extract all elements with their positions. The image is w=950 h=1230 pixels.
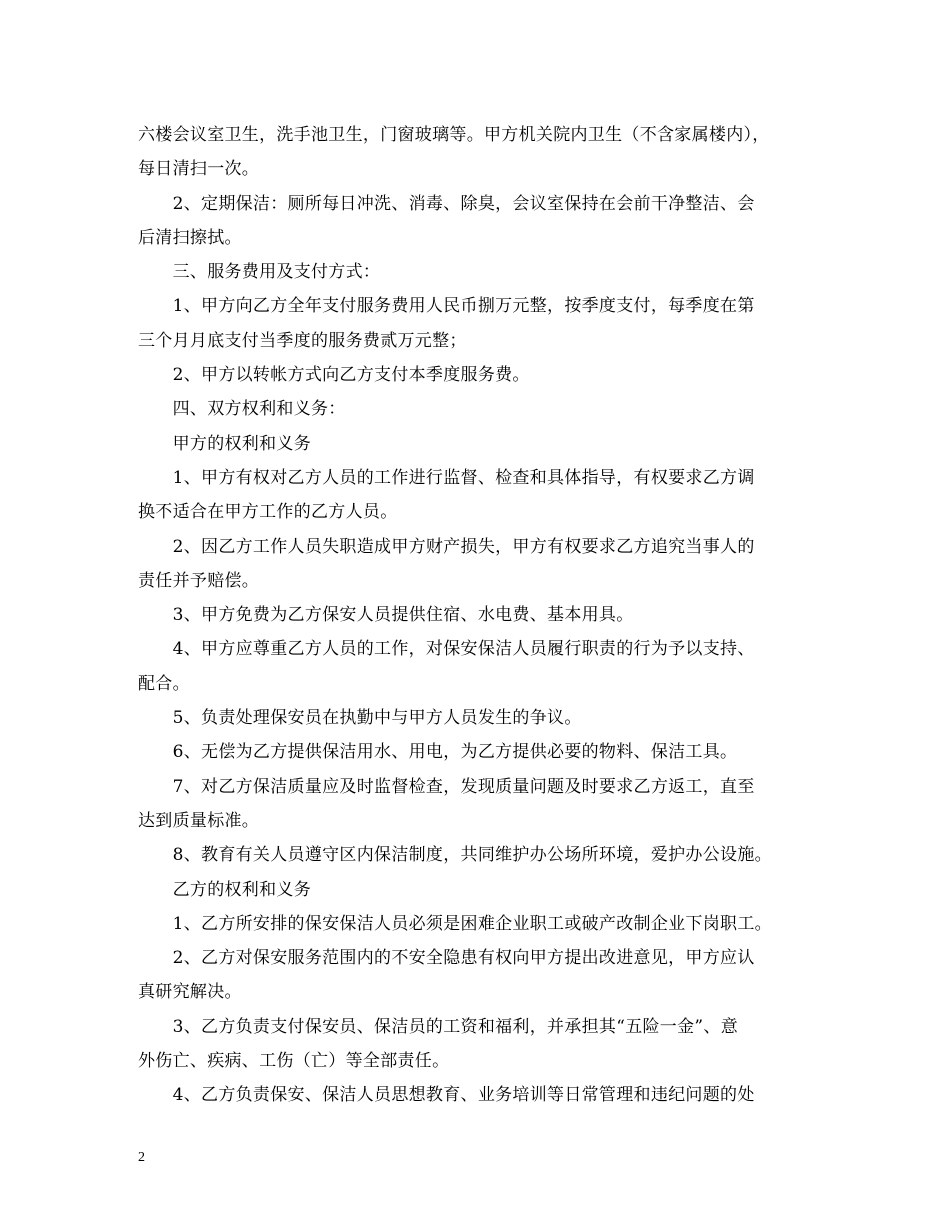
section-heading: 四、双方权利和义务： <box>138 399 346 420</box>
text-line: 换不适合在甲方工作的乙方人员。 <box>138 502 398 523</box>
section-heading: 三、服务费用及支付方式： <box>138 262 381 283</box>
text-line: 真研究解决。 <box>138 982 242 1003</box>
text-line: 2、因乙方工作人员失职造成甲方财产损失，甲方有权要求乙方追究当事人的 <box>138 536 755 557</box>
text-line: 达到质量标准。 <box>138 810 260 831</box>
text-line: 3、甲方免费为乙方保安人员提供住宿、水电费、基本用具。 <box>138 605 634 626</box>
text-line: 1、甲方向乙方全年支付服务费用人民币捌万元整，按季度支付，每季度在第 <box>138 296 755 317</box>
document-body <box>138 118 828 1113</box>
text-line: 责任并予赔偿。 <box>138 570 260 591</box>
text-line: 2、乙方对保安服务范围内的不安全隐患有权向甲方提出改进意见，甲方应认 <box>138 948 755 969</box>
text-line: 2、定期保洁：厕所每日冲洗、消毒、除臭，会议室保持在会前干净整洁、会 <box>138 193 755 214</box>
page-number: 2 <box>138 1150 145 1165</box>
text-line: 六楼会议室卫生，洗手池卫生，门窗玻璃等。甲方机关院内卫生（不含家属楼内）， <box>138 125 770 145</box>
text-line: 1、乙方所安排的保安保洁人员必须是困难企业职工或破产改制企业下岗职工。 <box>138 913 772 934</box>
text-line: 外伤亡、疾病、工伤（亡）等全部责任。 <box>138 1051 450 1072</box>
text-line: 每日清扫一次。 <box>138 159 260 180</box>
subsection-heading: 甲方的权利和义务 <box>138 433 311 454</box>
text-line: 4、乙方负责保安、保洁人员思想教育、业务培训等日常管理和违纪问题的处 <box>138 1085 755 1106</box>
text-line: 3、乙方负责支付保安员、保洁员的工资和福利，并承担其“五险一金”、意 <box>138 1016 738 1037</box>
text-line: 三个月月底支付当季度的服务费贰万元整； <box>138 330 467 351</box>
text-line: 8、教育有关人员遵守区内保洁制度，共同维护办公场所环境，爱护办公设施。 <box>138 845 772 866</box>
text-line: 配合。 <box>138 673 190 694</box>
text-line: 6、无偿为乙方提供保洁用水、用电，为乙方提供必要的物料、保洁工具。 <box>138 742 738 763</box>
text-line: 7、对乙方保洁质量应及时监督检查，发现质量问题及时要求乙方返工，直至 <box>138 776 755 797</box>
text-line: 4、甲方应尊重乙方人员的工作，对保安保洁人员履行职责的行为予以支持、 <box>138 639 755 660</box>
text-line: 后清扫擦拭。 <box>138 227 242 248</box>
text-line: 1、甲方有权对乙方人员的工作进行监督、检查和具体指导，有权要求乙方调 <box>138 467 755 488</box>
text-line: 5、负责处理保安员在执勤中与甲方人员发生的争议。 <box>138 708 582 729</box>
subsection-heading: 乙方的权利和义务 <box>138 879 311 900</box>
text-line: 2、甲方以转帐方式向乙方支付本季度服务费。 <box>138 365 530 386</box>
